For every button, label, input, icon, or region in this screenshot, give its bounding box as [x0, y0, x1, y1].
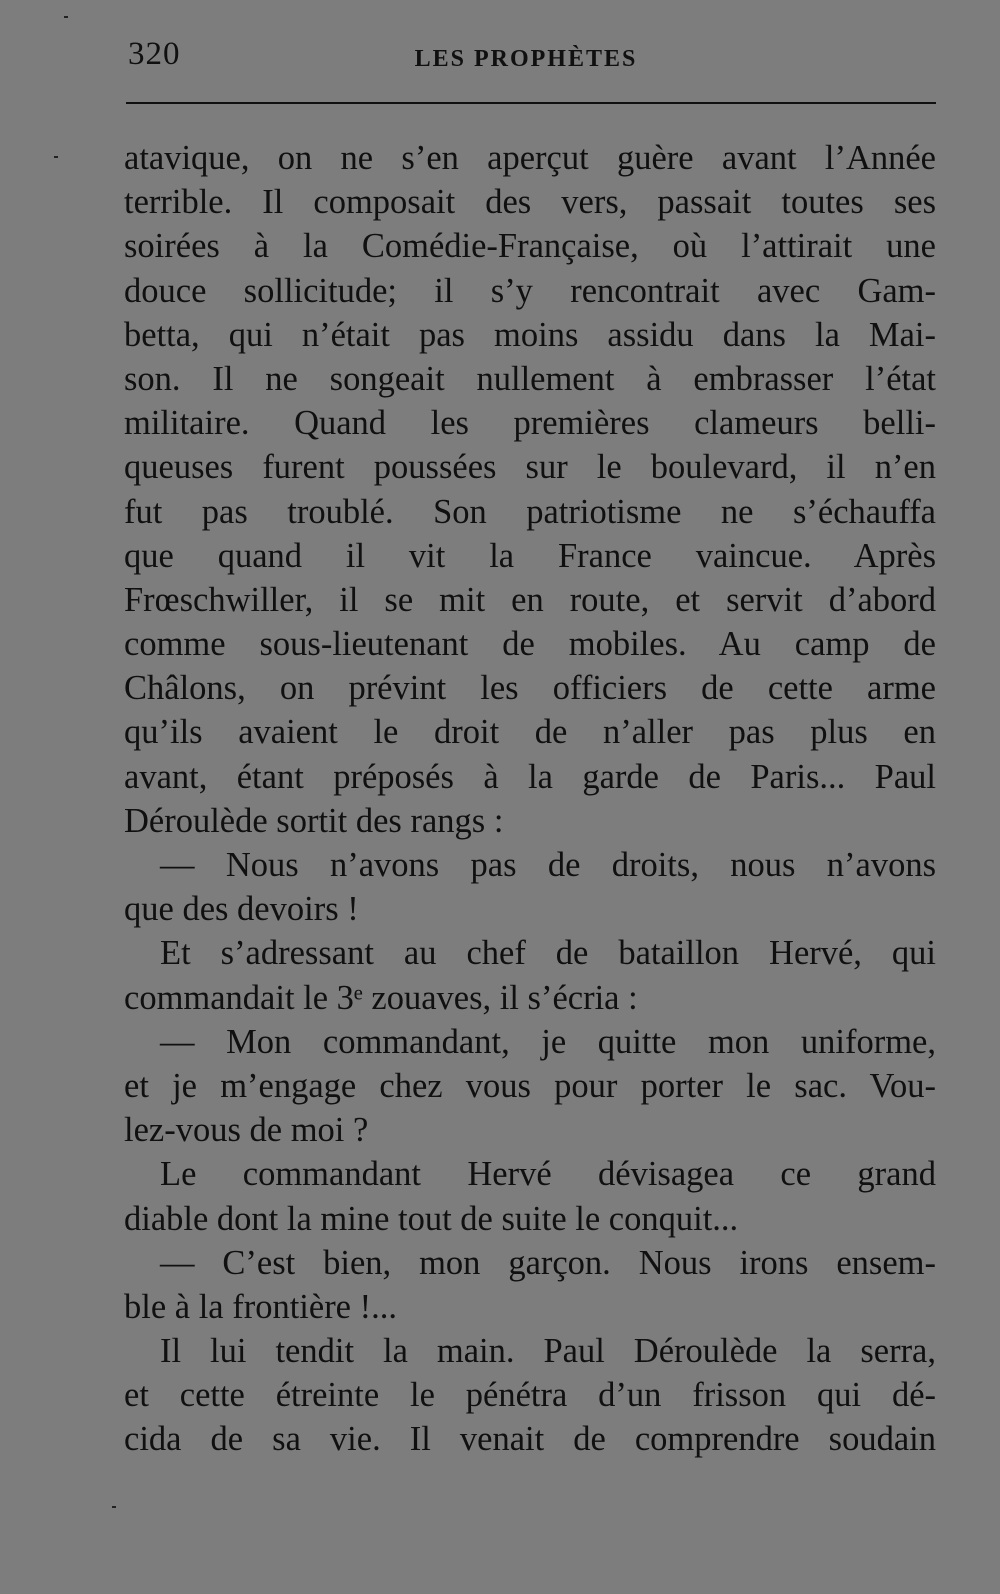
text-line: queuses furent poussées sur le boulevard, il n’en — [124, 448, 936, 487]
body-text — [124, 136, 936, 1462]
scan-speck — [64, 16, 68, 18]
text-line: que des devoirs ! — [124, 890, 359, 929]
text-line: et cette étreinte le pénétra d’un frisson qui dé- — [124, 1376, 936, 1415]
text-line: commandait le 3ᵉ zouaves, il s’écria : — [124, 978, 638, 1017]
page-header — [126, 36, 936, 86]
paragraph-start-line: Le commandant Hervé dévisagea ce grand — [160, 1155, 936, 1194]
text-line: Frœschwiller, il se mit en route, et servit d’abord — [124, 580, 936, 619]
dialogue-line: — Nous n’avons pas de droits, nous n’avons — [160, 846, 936, 884]
text-line: douce sollicitude; il s’y rencontrait avec Gam- — [124, 271, 936, 310]
text-line: ble à la frontière !... — [124, 1287, 397, 1326]
dialogue-line: — C’est bien, mon garçon. Nous irons ensem- — [160, 1243, 936, 1282]
page-number: 320 — [128, 36, 181, 72]
scan-speck — [112, 1506, 116, 1508]
text-line: et je m’engage chez vous pour porter le sac. Vou- — [124, 1066, 936, 1105]
scan-speck — [54, 156, 58, 158]
paragraph-start-line: Il lui tendit la main. Paul Déroulède la serra, — [160, 1332, 936, 1371]
text-line: diable dont la mine tout de suite le conquit... — [124, 1199, 739, 1238]
text-line: betta, qui n’était pas moins assidu dans la Mai- — [124, 315, 936, 354]
text-line: son. Il ne songeait nullement à embrasser l’état — [124, 359, 936, 398]
text-line: Déroulède sortit des rangs : — [124, 801, 504, 840]
dialogue-line: — Mon commandant, je quitte mon uniforme, — [160, 1022, 936, 1061]
text-line: lez-vous de moi ? — [124, 1111, 369, 1150]
running-title: LES PROPHÈTES — [414, 46, 638, 72]
text-line: Châlons, on prévint les officiers de cette arme — [124, 669, 936, 708]
text-line: militaire. Quand les premières clameurs belli- — [124, 404, 936, 443]
text-line: fut pas troublé. Son patriotisme ne s’échauffa — [124, 492, 936, 531]
text-line: avant, étant préposés à la garde de Paris... Paul — [124, 757, 936, 796]
text-line: cida de sa vie. Il venait de comprendre soudain — [124, 1420, 936, 1459]
text-line: que quand il vit la France vaincue. Après — [124, 536, 936, 575]
header-rule — [126, 102, 936, 104]
paragraph-start-line: Et s’adressant au chef de bataillon Hervé, qui — [160, 934, 936, 973]
text-line: qu’ils avaient le droit de n’aller pas plus en — [124, 713, 936, 752]
text-line: terrible. Il composait des vers, passait toutes ses — [124, 183, 936, 222]
text-line: soirées à la Comédie-Française, où l’attirait une — [124, 227, 936, 266]
text-line: comme sous-lieutenant de mobiles. Au camp de — [124, 625, 936, 664]
text-line: atavique, on ne s’en aperçut guère avant l’Année — [124, 139, 936, 177]
